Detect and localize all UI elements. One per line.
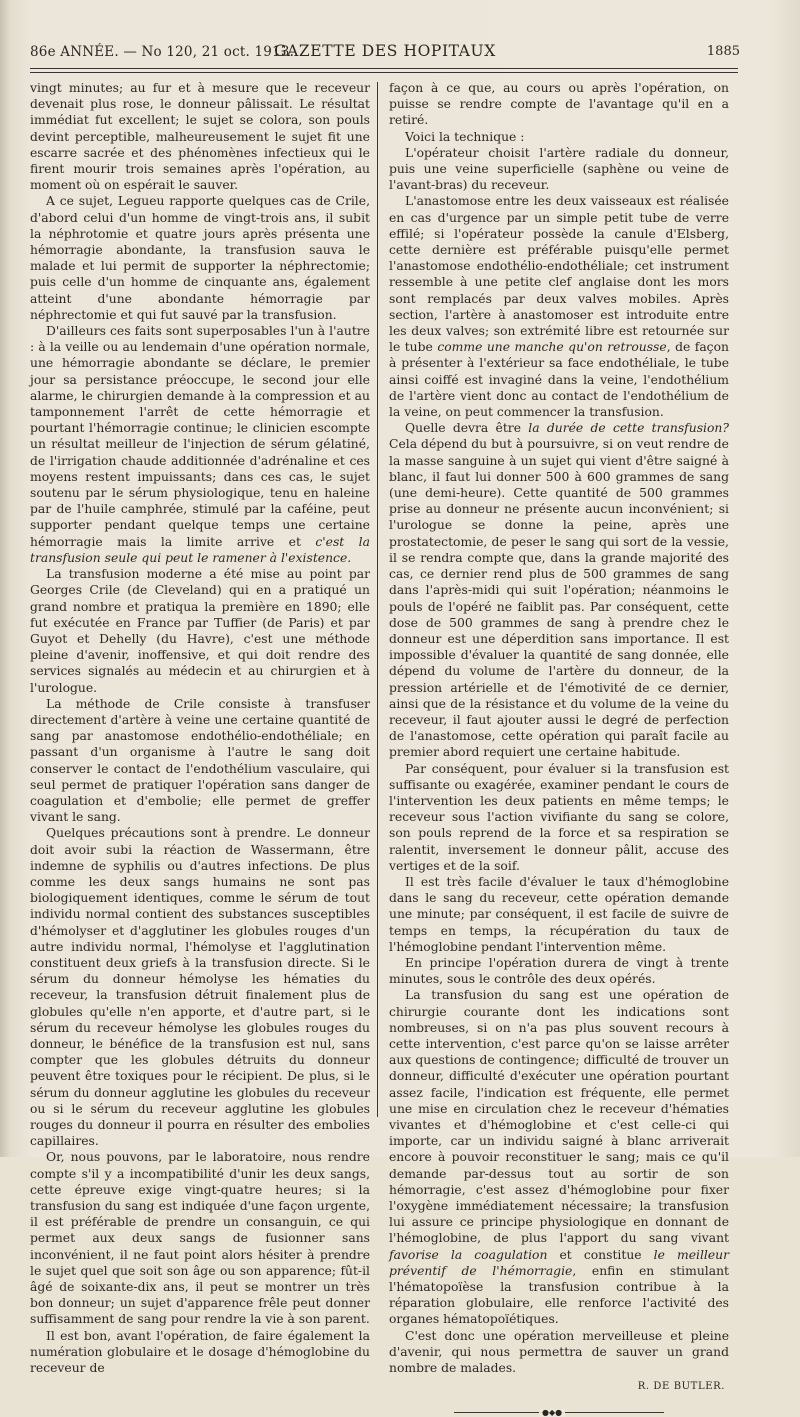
paragraph: Quelques précautions sont à prendre. Le donneur doit avoir subi la réaction de Wassermann, être indemne de syphilis ou d'autres infections. De plus comme les deux sangs humains ne sont pas biologiquement identiques, comme le sérum de tout individu normal contient des substances susceptibles d'hémolyser et d'agglutiner les globules rouges d'un autre individu normal, l'hémolyse et l'agglutination constituent deux griefs à la transfusion directe. Si le sérum du donneur hémolyse les hématies du receveur, la transfusion détruit finalement plus de globules qu'elle n'en apporte, et d'autre part, si le sérum du receveur hémolyse les globules rouges du donneur, le bénéfice de la transfusion est nul, sans compter que les globules détruits du donneur peuvent être toxiques pour le récipient. De plus, si le sérum du donneur agglutine les globules du receveur ou si le sérum du receveur agglutine les globules rouges du donneur il pourra en résulter des embolies capillaires. <box>30 826 370 1149</box>
header-rule-thin <box>30 72 738 73</box>
paragraph-text: , de façon à présenter à l'extérieur sa face endothéliale, le tube ainsi coiffé est invaginé dans la veine, l'endothélium de l'artère vient donc au contact de l'endothélium de la veine, on peut commencer la transfusion. <box>389 340 729 420</box>
paragraph: Voici la technique : <box>405 129 525 144</box>
paragraph <box>30 323 370 566</box>
paragraph: A ce sujet, Legueu rapporte quelques cas de Crile, d'abord celui d'un homme de vingt-trois ans, il subit la néphrotomie et quatre jours après présenta une hémorragie abondante, la transfusion sauva le malade et lui permit de supporter la néphrectomie; puis celle d'un homme de cinquante ans, également atteint d'une abondante hémorragie par néphrectomie et qui fut sauvé par la transfusion. <box>30 194 370 322</box>
header-rule <box>30 68 738 69</box>
paragraph: Par conséquent, pour évaluer si la transfusion est suffisante ou exagérée, examiner pendant le cours de l'intervention les deux patients en même temps; le receveur sous l'action vivifiante du sang se colore, son pouls reprend de la force et sa respiration se ralentit, inversement le donneur pâlit, accuse des vertiges et de la soif. <box>389 761 729 873</box>
paragraph-text: D'ailleurs ces faits sont superposables l'un à l'autre : à la veille ou au lendemain d'une opération normale, une hémorragie abondante se déclare, le premier jour sa persistance préoccupe, le second jour elle alarme, le chirurgien demande à la compression et au tamponnement l'arrêt de cette hémorragie et pourtant l'hémorragie continue; le clinicien escompte un résultat meilleur de l'injection de sérum gélatiné, de l'irrigation chaude additionnée d'adrénaline et ces moyens restent impuissants; dans ces cas, le sujet soutenu par le sérum physiologique, tenu en haleine par de l'huile camphrée, stimulé par la caféine, peut supporter pendant quelque temps une certaine hémorragie mais la limite arrive et <box>30 324 370 549</box>
paragraph <box>389 987 729 1327</box>
ornament-dots-icon: ●◆● <box>539 1409 565 1417</box>
paragraph: C'est donc une opération merveilleuse et pleine d'avenir, qui nous permettra de sauver un grand nombre de malades. <box>389 1328 729 1376</box>
paragraph-text: L'anastomose entre les deux vaisseaux est réalisée en cas d'urgence par un simple petit tube de verre effilé; si l'opérateur possède la canule d'Elsberg, cette dernière est préférable puisqu'elle permet l'anastomose endothélio-endothéliale; cet instrument ressemble à une petite clef anglaise dont les mors sont remplacés par deux valves mobiles. Après section, l'artère à anastomoser est introduite entre les deux valves; son extrémité libre est retournée sur le tube <box>389 194 729 355</box>
paragraph: En principe l'opération durera de vingt à trente minutes, sous le contrôle des deux opérés. <box>389 955 729 987</box>
emphasis-text: la durée de cette transfusion? <box>528 421 729 436</box>
paragraph-text: et constitue <box>559 1247 642 1262</box>
paragraph: L'opérateur choisit l'artère radiale du donneur, puis une veine superficielle (saphène ou veine de l'avant-bras) du receveur. <box>389 145 729 193</box>
paragraph-text: La transfusion du sang est une opération de chirurgie courante dont les indications sont nombreuses, si on n'a pas plus souvent recours à cette intervention, c'est parce qu'on se laisse arrêter aux questions de contingence; difficulté de trouver un donneur, difficulté d'exécuter une opération pourtant assez facile, l'indication est fréquente, elle permet une mise en circulation chez le receveur d'hématies vivantes et d'hémoglobine et c'est celle-ci qui importe, car un individu saigné à blanc arriverait encore à pouvoir reconstituer le sang; mais ce qu'il demande par-dessus tout au sortir de son hémorragie, c'est assez d'hémoglobine pour fixer l'oxygène immédiatement nécessaire; la transfusion lui assure ce principe physiologique en donnant de l'hémoglobine, de plus l'apport du sang vivant <box>389 988 729 1246</box>
emphasis-text: le meilleur préventif de l'hémorragie <box>389 1247 729 1278</box>
paragraph-text: Quelle devra être <box>405 421 522 436</box>
paragraph: façon à ce que, au cours ou après l'opération, on puisse se rendre compte de l'avantage qu'il en a retiré. <box>389 81 729 128</box>
paragraph: Il est très facile d'évaluer le taux d'hémoglobine dans le sang du receveur, cette opération demande une minute; par conséquent, il est facile de suivre de temps en temps, la récupération du taux de l'hémoglobine pendant l'intervention même. <box>389 874 729 954</box>
paragraph <box>389 420 729 760</box>
paragraph: Or, nous pouvons, par le laboratoire, nous rendre compte s'il y a incompatibilité d'unir les deux sangs, cette épreuve exige vingt-quatre heures; si la transfusion du sang est indiquée d'une façon urgente, il est préférable de prendre un consanguin, ce qui permet aux deux sangs de fusionner sans inconvénient, il ne faut point alors hésiter à prendre le sujet quel que soit son âge ou son apparence; fût-il âgé de soixante-dix ans, il peut se montrer un très bon donneur; un sujet d'apparence frêle peut donner suffisamment de sang pour rendre la vie à son parent. <box>30 1150 370 1327</box>
column-divider <box>377 82 378 1117</box>
paragraph: vingt minutes; au fur et à mesure que le receveur devenait plus rose, le donneur pâlissait. Le résultat immédiat fut excellent; le sujet se colora, son pouls devint perceptible, malheureusement le sujet fit une escarre sacrée et des phénomènes infectieux qui le firent mourir trois semaines après l'opération, au moment où on espérait le sauver. <box>30 81 370 193</box>
page-number: 1885 <box>706 44 740 59</box>
paragraph: La méthode de Crile consiste à transfuser directement d'artère à veine une certaine quantité de sang par anastomose endothélio-endothéliale; en passant d'un organisme à l'autre le sang doit conserver le contact de l'endothélium vasculaire, qui seul permet de pratiquer l'opération sans danger de coagulation et d'embolie; elle permet de greffer vivant le sang. <box>30 696 370 825</box>
emphasis-text: c'est la transfusion seule qui peut le ramener à l'existence. <box>30 534 370 565</box>
end-ornament <box>454 1409 664 1417</box>
paragraph-text: Cela dépend du but à poursuivre, si on veut rendre de la masse sanguine à un sujet qui vient d'être saigné à blanc, il faut lui donner 500 à 600 grammes de sang (une demi-heure). Cette quantité de 500 grammes prise au donneur ne présente aucun inconvénient; si l'urologue se donne la peine, après une prostatectomie, de peser le sang qui sort de la vessie, il se rendra compte que, dans la grande majorité des cas, ce dernier rend plus de 500 grammes de sang dans l'après-midi qui suit l'opération; néanmoins le pouls de l'opéré ne faiblit pas. Par conséquent, cette dose de 500 grammes de sang à prendre chez le donneur est une déperdition sans importance. Il est impossible d'évaluer la quantité de sang donnée, elle dépend du volume de l'artère du donneur, de la pression artérielle et de l'émotivité de ce dernier, ainsi que de la résistance et du volume de la veine du receveur, il faut ajouter aussi le degré de perfection de l'anastomose, cette opération qui paraît facile au premier abord requiert une certaine habitude. <box>389 437 729 760</box>
paragraph: La transfusion moderne a été mise au point par Georges Crile (de Cleveland) qui en a pratiqué un grand nombre et pratiqua la première en 1890; elle fut exécutée en France par Tuffier (de Paris) et par Guyot et Dehelly (du Havre), c'est une méthode pleine d'avenir, inoffensive, et qui doit rendre des services signalés au médecin et au chirurgien et à l'urologue. <box>30 567 370 695</box>
page-header <box>30 40 740 64</box>
issue-info: 86e ANNÉE. — No 120, 21 oct. 1913. <box>30 44 295 60</box>
paragraph: Il est bon, avant l'opération, de faire également la numération globulaire et le dosage d'hémoglobine du receveur de <box>30 1328 370 1376</box>
author-signature: R. DE BUTLER. <box>637 1381 725 1393</box>
paragraph <box>389 193 729 420</box>
paragraph-text: , enfin en stimulant l'hématopoïèse la transfusion contribue à la réparation globulaire, elle renforce l'activité des organes hématopoïétiques. <box>389 1263 729 1327</box>
emphasis-text: comme une manche qu'on retrousse <box>437 340 667 355</box>
left-column <box>30 80 370 1376</box>
right-column <box>389 80 729 1417</box>
journal-title: GAZETTE DES HOPITAUX <box>274 42 496 60</box>
emphasis-text: favorise la coagulation <box>389 1247 548 1262</box>
